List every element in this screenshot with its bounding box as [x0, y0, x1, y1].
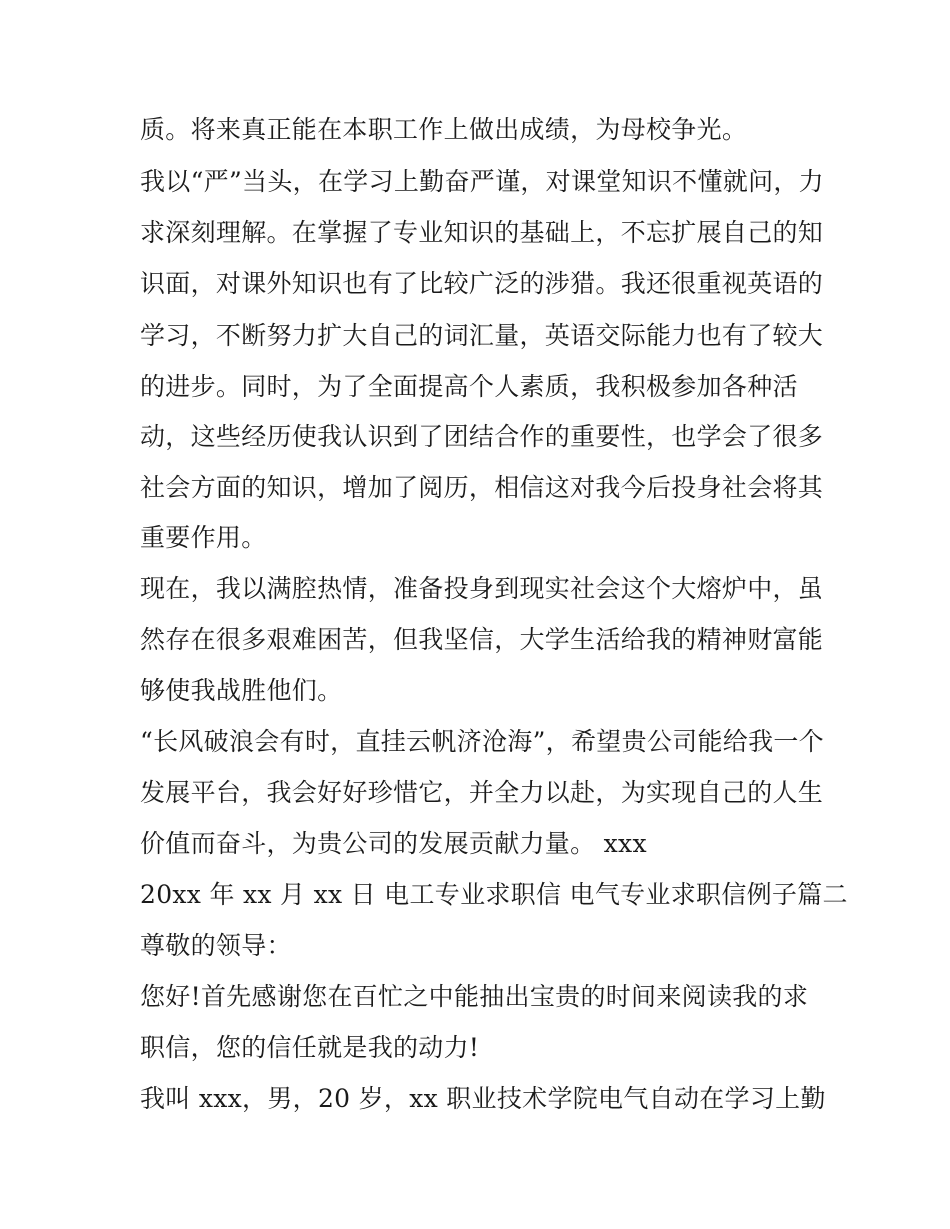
text-line: 发展平台，我会好好珍惜它，并全力以赴，为实现自己的人生: [140, 778, 824, 807]
text-line: 学习，不断努力扩大自己的词汇量，英语交际能力也有了较大: [140, 321, 824, 350]
text-line: 求深刻理解。在掌握了专业知识的基础上，不忘扩展自己的知: [140, 218, 824, 247]
text-line: 尊敬的领导：: [140, 931, 292, 960]
text-line: “长风破浪会有时，直挂云帆济沧海”，希望贵公司能给我一个: [140, 727, 824, 756]
text-line: 够使我战胜他们。: [140, 676, 343, 705]
text-line: 20xx 年 xx 月 xx 日 电工专业求职信 电气专业求职信例子篇二: [140, 880, 848, 909]
text-line: 您好!首先感谢您在百忙之中能抽出宝贵的时间来阅读我的求: [140, 982, 809, 1011]
text-line: 价值而奋斗，为贵公司的发展贡献力量。 xxx: [140, 829, 647, 858]
text-line: 动，这些经历使我认识到了团结合作的重要性，也学会了很多: [140, 422, 824, 451]
text-line: 我叫 xxx，男，20 岁，xx 职业技术学院电气自动在学习上勤: [140, 1084, 826, 1113]
text-line: 重要作用。: [140, 523, 267, 552]
text-line: 识面，对课外知识也有了比较广泛的涉猎。我还很重视英语的: [140, 269, 824, 298]
text-line: 职信，您的信任就是我的动力!: [140, 1033, 480, 1062]
text-line: 质。将来真正能在本职工作上做出成绩，为母校争光。: [140, 115, 748, 144]
text-line: 社会方面的知识，增加了阅历，相信这对我今后投身社会将其: [140, 473, 824, 502]
text-line: 然存在很多艰难困苦，但我坚信，大学生活给我的精神财富能: [140, 625, 824, 654]
text-line: 的进步。同时，为了全面提高个人素质，我积极参加各种活: [140, 372, 798, 401]
text-line: 我以“严”当头，在学习上勤奋严谨，对课堂知识不懂就问，力: [140, 167, 824, 196]
text-line: 现在，我以满腔热情，准备投身到现实社会这个大熔炉中，虽: [140, 574, 824, 603]
